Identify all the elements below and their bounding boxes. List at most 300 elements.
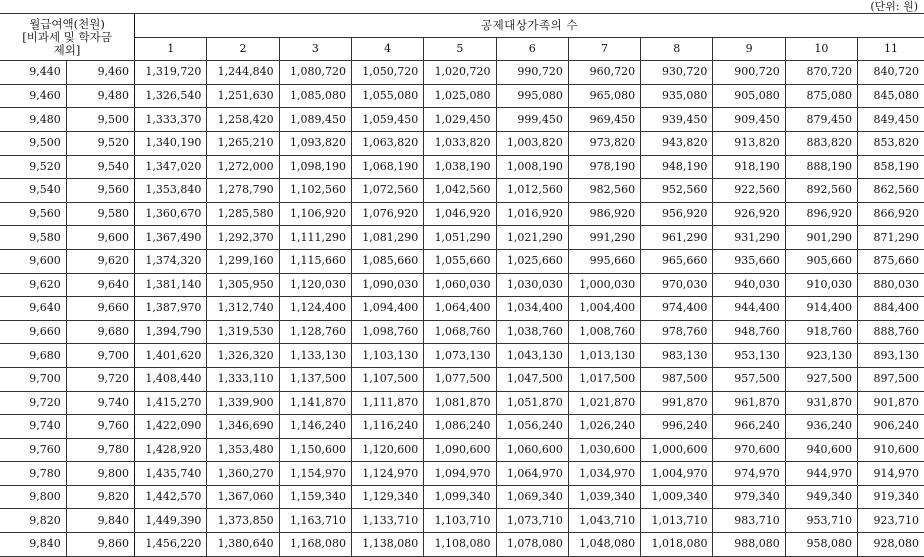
tax-cell: 853,820 — [858, 131, 924, 155]
tax-cell: 1,008,760 — [568, 320, 640, 344]
salary-from-cell: 9,520 — [0, 155, 66, 179]
tax-cell: 879,450 — [785, 108, 857, 132]
tax-cell: 892,560 — [785, 179, 857, 203]
tax-cell: 1,073,130 — [424, 344, 496, 368]
tax-cell: 1,039,340 — [568, 485, 640, 509]
tax-cell: 1,319,530 — [207, 320, 279, 344]
salary-to-cell: 9,720 — [66, 367, 134, 391]
tax-cell: 1,046,920 — [424, 202, 496, 226]
table-row — [0, 509, 924, 533]
tax-cell: 953,710 — [785, 509, 857, 533]
tax-cell: 862,560 — [858, 179, 924, 203]
salary-from-cell: 9,720 — [0, 391, 66, 415]
tax-cell: 1,086,240 — [424, 415, 496, 439]
tax-cell: 923,130 — [785, 344, 857, 368]
tax-cell: 944,970 — [785, 462, 857, 486]
tax-cell: 1,093,820 — [279, 131, 351, 155]
tax-cell: 918,190 — [713, 155, 785, 179]
tax-cell: 1,021,870 — [568, 391, 640, 415]
table-row — [0, 249, 924, 273]
tax-cell: 1,133,130 — [279, 344, 351, 368]
tax-cell: 840,720 — [858, 61, 924, 85]
tax-cell: 1,034,970 — [568, 462, 640, 486]
salary-to-cell: 9,580 — [66, 202, 134, 226]
table-row — [0, 108, 924, 132]
tax-cell: 910,030 — [785, 273, 857, 297]
tax-cell: 979,340 — [713, 485, 785, 509]
salary-to-cell: 9,760 — [66, 415, 134, 439]
tax-cell: 1,103,130 — [351, 344, 423, 368]
tax-cell: 940,600 — [785, 438, 857, 462]
table-row — [0, 226, 924, 250]
salary-from-cell: 9,640 — [0, 297, 66, 321]
tax-cell: 1,103,710 — [424, 509, 496, 533]
tax-cell: 1,068,190 — [351, 155, 423, 179]
table-row — [0, 344, 924, 368]
salary-to-cell: 9,640 — [66, 273, 134, 297]
tax-cell: 1,305,950 — [207, 273, 279, 297]
tax-cell: 970,030 — [641, 273, 713, 297]
tax-cell: 1,004,970 — [641, 462, 713, 486]
tax-cell: 986,920 — [568, 202, 640, 226]
tax-cell: 1,085,660 — [351, 249, 423, 273]
tax-cell: 870,720 — [785, 61, 857, 85]
tax-cell: 978,760 — [641, 320, 713, 344]
tax-cell: 896,920 — [785, 202, 857, 226]
tax-cell: 1,319,720 — [135, 61, 207, 85]
tax-cell: 1,128,760 — [279, 320, 351, 344]
tax-cell: 1,026,240 — [568, 415, 640, 439]
tax-cell: 1,150,600 — [279, 438, 351, 462]
tax-cell: 1,076,920 — [351, 202, 423, 226]
table-row — [0, 462, 924, 486]
tax-cell: 1,339,900 — [207, 391, 279, 415]
tax-cell: 974,970 — [713, 462, 785, 486]
tax-cell: 905,660 — [785, 249, 857, 273]
monthly-salary-header-line2: [비과세 및 학자금 — [22, 29, 112, 44]
tax-cell: 991,870 — [641, 391, 713, 415]
table-row — [0, 155, 924, 179]
tax-cell: 893,130 — [858, 344, 924, 368]
tax-cell: 1,021,290 — [496, 226, 568, 250]
tax-cell: 1,094,400 — [351, 297, 423, 321]
tax-cell: 1,030,030 — [496, 273, 568, 297]
tax-cell: 974,400 — [641, 297, 713, 321]
tax-cell: 1,094,970 — [424, 462, 496, 486]
tax-cell: 875,080 — [785, 84, 857, 108]
tax-cell: 1,408,440 — [135, 367, 207, 391]
table-row — [0, 84, 924, 108]
tax-cell: 1,312,740 — [207, 297, 279, 321]
tax-cell: 910,600 — [858, 438, 924, 462]
tax-cell: 1,353,840 — [135, 179, 207, 203]
tax-cell: 1,038,190 — [424, 155, 496, 179]
salary-from-cell: 9,460 — [0, 84, 66, 108]
table-row — [0, 61, 924, 85]
tax-cell: 970,600 — [713, 438, 785, 462]
tax-cell: 1,373,850 — [207, 509, 279, 533]
withholding-tax-table — [0, 13, 924, 557]
tax-cell: 871,290 — [858, 226, 924, 250]
tax-cell: 982,560 — [568, 179, 640, 203]
tax-cell: 948,760 — [713, 320, 785, 344]
tax-cell: 1,078,080 — [496, 533, 568, 557]
tax-cell: 999,450 — [496, 108, 568, 132]
tax-cell: 1,111,290 — [279, 226, 351, 250]
table-row — [0, 438, 924, 462]
tax-cell: 1,085,080 — [279, 84, 351, 108]
tax-cell: 923,710 — [858, 509, 924, 533]
tax-cell: 1,115,660 — [279, 249, 351, 273]
tax-cell: 1,047,500 — [496, 367, 568, 391]
tax-cell: 858,190 — [858, 155, 924, 179]
unit-label: (단위: 원) — [870, 0, 918, 13]
tax-cell: 1,292,370 — [207, 226, 279, 250]
tax-cell: 1,017,500 — [568, 367, 640, 391]
tax-cell: 914,970 — [858, 462, 924, 486]
table-row — [0, 297, 924, 321]
tax-cell: 1,108,080 — [424, 533, 496, 557]
tax-cell: 1,043,130 — [496, 344, 568, 368]
salary-from-cell: 9,840 — [0, 533, 66, 557]
tax-cell: 845,080 — [858, 84, 924, 108]
tax-cell: 1,009,340 — [641, 485, 713, 509]
tax-cell: 978,190 — [568, 155, 640, 179]
tax-cell: 1,038,760 — [496, 320, 568, 344]
salary-from-cell: 9,760 — [0, 438, 66, 462]
tax-cell: 919,340 — [858, 485, 924, 509]
tax-cell: 1,059,450 — [351, 108, 423, 132]
tax-cell: 1,360,270 — [207, 462, 279, 486]
tax-cell: 1,051,290 — [424, 226, 496, 250]
tax-cell: 953,130 — [713, 344, 785, 368]
tax-cell: 1,415,270 — [135, 391, 207, 415]
table-row — [0, 415, 924, 439]
tax-cell: 1,106,920 — [279, 202, 351, 226]
salary-from-cell: 9,480 — [0, 108, 66, 132]
tax-cell: 880,030 — [858, 273, 924, 297]
tax-cell: 1,381,140 — [135, 273, 207, 297]
table-row — [0, 131, 924, 155]
tax-cell: 1,422,090 — [135, 415, 207, 439]
tax-cell: 1,077,500 — [424, 367, 496, 391]
tax-cell: 1,081,870 — [424, 391, 496, 415]
tax-cell: 875,660 — [858, 249, 924, 273]
tax-cell: 991,290 — [568, 226, 640, 250]
tax-cell: 1,099,340 — [424, 485, 496, 509]
family-count-header-row — [0, 37, 924, 61]
family-count-header: 1 — [135, 37, 207, 61]
tax-cell: 1,048,080 — [568, 533, 640, 557]
monthly-salary-header — [0, 14, 135, 61]
tax-cell: 1,034,400 — [496, 297, 568, 321]
tax-cell: 960,720 — [568, 61, 640, 85]
tax-cell: 1,146,240 — [279, 415, 351, 439]
tax-cell: 1,326,320 — [207, 344, 279, 368]
salary-to-cell: 9,540 — [66, 155, 134, 179]
tax-cell: 1,387,970 — [135, 297, 207, 321]
tax-cell: 957,500 — [713, 367, 785, 391]
salary-to-cell: 9,680 — [66, 320, 134, 344]
tax-cell: 965,660 — [641, 249, 713, 273]
tax-cell: 1,018,080 — [641, 533, 713, 557]
tax-cell: 1,068,760 — [424, 320, 496, 344]
tax-cell: 1,133,710 — [351, 509, 423, 533]
tax-cell: 1,138,080 — [351, 533, 423, 557]
table-row — [0, 367, 924, 391]
salary-from-cell: 9,440 — [0, 61, 66, 85]
salary-to-cell: 9,860 — [66, 533, 134, 557]
tax-cell: 1,020,720 — [424, 61, 496, 85]
tax-cell: 987,500 — [641, 367, 713, 391]
tax-cell: 1,025,080 — [424, 84, 496, 108]
tax-cell: 927,500 — [785, 367, 857, 391]
tax-cell: 944,400 — [713, 297, 785, 321]
tax-cell: 1,141,870 — [279, 391, 351, 415]
tax-cell: 1,360,670 — [135, 202, 207, 226]
tax-cell: 1,401,620 — [135, 344, 207, 368]
salary-to-cell: 9,840 — [66, 509, 134, 533]
salary-to-cell: 9,780 — [66, 438, 134, 462]
table-row — [0, 533, 924, 557]
tax-cell: 1,042,560 — [424, 179, 496, 203]
tax-cell: 849,450 — [858, 108, 924, 132]
tax-cell: 939,450 — [641, 108, 713, 132]
tax-cell: 943,820 — [641, 131, 713, 155]
tax-cell: 1,124,970 — [351, 462, 423, 486]
family-count-header: 3 — [279, 37, 351, 61]
tax-cell: 1,333,370 — [135, 108, 207, 132]
tax-cell: 1,029,450 — [424, 108, 496, 132]
tax-cell: 1,064,400 — [424, 297, 496, 321]
table-body — [0, 61, 924, 556]
tax-cell: 1,299,160 — [207, 249, 279, 273]
tax-cell: 965,080 — [568, 84, 640, 108]
tax-cell: 906,240 — [858, 415, 924, 439]
salary-to-cell: 9,600 — [66, 226, 134, 250]
tax-cell: 1,374,320 — [135, 249, 207, 273]
tax-cell: 909,450 — [713, 108, 785, 132]
tax-cell: 1,000,600 — [641, 438, 713, 462]
tax-cell: 901,870 — [858, 391, 924, 415]
family-count-header: 8 — [641, 37, 713, 61]
tax-cell: 1,380,640 — [207, 533, 279, 557]
tax-cell: 926,920 — [713, 202, 785, 226]
tax-cell: 996,240 — [641, 415, 713, 439]
family-count-header: 2 — [207, 37, 279, 61]
tax-cell: 1,069,340 — [496, 485, 568, 509]
tax-cell: 1,003,820 — [496, 131, 568, 155]
tax-cell: 1,089,450 — [279, 108, 351, 132]
tax-cell: 961,290 — [641, 226, 713, 250]
tax-cell: 888,190 — [785, 155, 857, 179]
tax-cell: 905,080 — [713, 84, 785, 108]
tax-cell: 884,400 — [858, 297, 924, 321]
tax-cell: 1,090,600 — [424, 438, 496, 462]
salary-from-cell: 9,700 — [0, 367, 66, 391]
tax-cell: 961,870 — [713, 391, 785, 415]
salary-to-cell: 9,460 — [66, 61, 134, 85]
salary-from-cell: 9,500 — [0, 131, 66, 155]
tax-cell: 1,120,600 — [351, 438, 423, 462]
tax-cell: 949,340 — [785, 485, 857, 509]
tax-cell: 930,720 — [641, 61, 713, 85]
table-row — [0, 320, 924, 344]
table-row — [0, 179, 924, 203]
tax-cell: 1,050,720 — [351, 61, 423, 85]
tax-cell: 1,064,970 — [496, 462, 568, 486]
tax-cell: 1,008,190 — [496, 155, 568, 179]
tax-cell: 1,124,400 — [279, 297, 351, 321]
family-count-header: 10 — [785, 37, 857, 61]
tax-cell: 1,367,490 — [135, 226, 207, 250]
tax-cell: 1,367,060 — [207, 485, 279, 509]
tax-cell: 1,111,870 — [351, 391, 423, 415]
tax-cell: 900,720 — [713, 61, 785, 85]
salary-from-cell: 9,780 — [0, 462, 66, 486]
tax-cell: 1,251,630 — [207, 84, 279, 108]
tax-cell: 995,660 — [568, 249, 640, 273]
salary-to-cell: 9,660 — [66, 297, 134, 321]
tax-cell: 1,394,790 — [135, 320, 207, 344]
family-count-header: 4 — [351, 37, 423, 61]
table-row — [0, 485, 924, 509]
tax-cell: 983,710 — [713, 509, 785, 533]
tax-cell: 990,720 — [496, 61, 568, 85]
tax-cell: 1,073,710 — [496, 509, 568, 533]
tax-cell: 1,055,660 — [424, 249, 496, 273]
tax-cell: 1,060,600 — [496, 438, 568, 462]
tax-cell: 956,920 — [641, 202, 713, 226]
tax-cell: 936,240 — [785, 415, 857, 439]
salary-from-cell: 9,740 — [0, 415, 66, 439]
salary-to-cell: 9,700 — [66, 344, 134, 368]
salary-to-cell: 9,500 — [66, 108, 134, 132]
tax-cell: 940,030 — [713, 273, 785, 297]
salary-from-cell: 9,820 — [0, 509, 66, 533]
tax-cell: 966,240 — [713, 415, 785, 439]
tax-cell: 983,130 — [641, 344, 713, 368]
tax-cell: 1,129,340 — [351, 485, 423, 509]
tax-cell: 1,168,080 — [279, 533, 351, 557]
tax-cell: 1,347,020 — [135, 155, 207, 179]
tax-cell: 1,346,690 — [207, 415, 279, 439]
salary-to-cell: 9,520 — [66, 131, 134, 155]
salary-to-cell: 9,800 — [66, 462, 134, 486]
tax-cell: 918,760 — [785, 320, 857, 344]
monthly-salary-header-line3: 제외] — [53, 42, 81, 57]
tax-cell: 1,013,710 — [641, 509, 713, 533]
tax-cell: 988,080 — [713, 533, 785, 557]
tax-cell: 1,060,030 — [424, 273, 496, 297]
tax-cell: 1,116,240 — [351, 415, 423, 439]
tax-cell: 1,090,030 — [351, 273, 423, 297]
tax-cell: 1,043,710 — [568, 509, 640, 533]
tax-cell: 1,428,920 — [135, 438, 207, 462]
salary-from-cell: 9,800 — [0, 485, 66, 509]
tax-cell: 1,154,970 — [279, 462, 351, 486]
tax-cell: 1,285,580 — [207, 202, 279, 226]
tax-cell: 1,244,840 — [207, 61, 279, 85]
tax-cell: 1,000,030 — [568, 273, 640, 297]
salary-from-cell: 9,620 — [0, 273, 66, 297]
tax-cell: 1,449,390 — [135, 509, 207, 533]
tax-cell: 888,760 — [858, 320, 924, 344]
tax-cell: 973,820 — [568, 131, 640, 155]
tax-cell: 1,107,500 — [351, 367, 423, 391]
tax-cell: 1,442,570 — [135, 485, 207, 509]
tax-cell: 952,560 — [641, 179, 713, 203]
tax-cell: 1,030,600 — [568, 438, 640, 462]
tax-cell: 1,004,400 — [568, 297, 640, 321]
tax-cell: 995,080 — [496, 84, 568, 108]
tax-cell: 901,290 — [785, 226, 857, 250]
tax-cell: 866,920 — [858, 202, 924, 226]
salary-from-cell: 9,540 — [0, 179, 66, 203]
tax-cell: 1,081,290 — [351, 226, 423, 250]
tax-cell: 1,098,760 — [351, 320, 423, 344]
tax-cell: 1,258,420 — [207, 108, 279, 132]
family-count-header: 11 — [858, 37, 924, 61]
salary-to-cell: 9,480 — [66, 84, 134, 108]
family-count-header: 9 — [713, 37, 785, 61]
tax-cell: 883,820 — [785, 131, 857, 155]
family-count-header: 5 — [424, 37, 496, 61]
salary-from-cell: 9,600 — [0, 249, 66, 273]
tax-cell: 948,190 — [641, 155, 713, 179]
salary-from-cell: 9,580 — [0, 226, 66, 250]
tax-cell: 1,056,240 — [496, 415, 568, 439]
tax-cell: 1,353,480 — [207, 438, 279, 462]
tax-cell: 1,012,560 — [496, 179, 568, 203]
tax-cell: 1,080,720 — [279, 61, 351, 85]
tax-cell: 1,025,660 — [496, 249, 568, 273]
tax-cell: 1,051,870 — [496, 391, 568, 415]
table-row — [0, 391, 924, 415]
table-row — [0, 273, 924, 297]
salary-to-cell: 9,560 — [66, 179, 134, 203]
tax-cell: 1,137,500 — [279, 367, 351, 391]
table-row — [0, 202, 924, 226]
tax-cell: 1,163,710 — [279, 509, 351, 533]
tax-cell: 1,016,920 — [496, 202, 568, 226]
family-count-group-header: 공제대상가족의 수 — [135, 14, 924, 38]
monthly-salary-header-line1: 월급여액(천원) — [29, 16, 105, 31]
tax-cell: 1,265,210 — [207, 131, 279, 155]
tax-cell: 1,326,540 — [135, 84, 207, 108]
tax-cell: 928,080 — [858, 533, 924, 557]
tax-cell: 958,080 — [785, 533, 857, 557]
tax-cell: 1,435,740 — [135, 462, 207, 486]
tax-cell: 1,340,190 — [135, 131, 207, 155]
family-count-header: 6 — [496, 37, 568, 61]
salary-from-cell: 9,560 — [0, 202, 66, 226]
tax-cell: 1,272,000 — [207, 155, 279, 179]
tax-cell: 1,278,790 — [207, 179, 279, 203]
tax-cell: 1,456,220 — [135, 533, 207, 557]
tax-cell: 1,013,130 — [568, 344, 640, 368]
salary-to-cell: 9,820 — [66, 485, 134, 509]
family-count-header: 7 — [568, 37, 640, 61]
tax-cell: 1,120,030 — [279, 273, 351, 297]
tax-cell: 914,400 — [785, 297, 857, 321]
salary-from-cell: 9,680 — [0, 344, 66, 368]
tax-cell: 969,450 — [568, 108, 640, 132]
tax-cell: 935,660 — [713, 249, 785, 273]
tax-cell: 1,102,560 — [279, 179, 351, 203]
tax-cell: 931,290 — [713, 226, 785, 250]
tax-cell: 935,080 — [641, 84, 713, 108]
